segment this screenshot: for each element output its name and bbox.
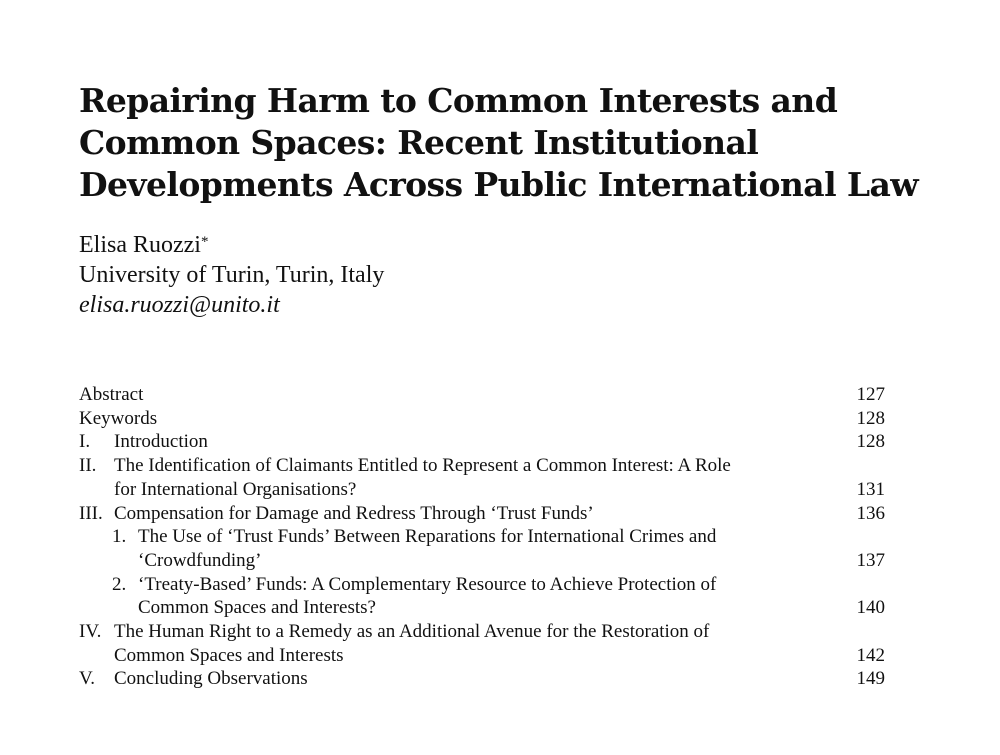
author-name: Elisa Ruozzi bbox=[79, 232, 201, 258]
toc-section-number: I. bbox=[79, 431, 91, 453]
title-line: Common Spaces: Recent Institutional bbox=[79, 123, 759, 162]
toc-entry-label: Abstract bbox=[79, 384, 144, 405]
toc-entry-section-2[interactable] bbox=[79, 454, 885, 478]
toc-page-number: 142 bbox=[856, 644, 885, 666]
toc-entry-label: The Use of ‘Trust Funds’ Between Reparations for International Crimes and bbox=[138, 526, 717, 548]
toc-section-number: 1. bbox=[112, 526, 127, 548]
article-title bbox=[79, 80, 939, 206]
toc-page-number: 137 bbox=[856, 549, 885, 571]
toc-entry-section-3-1-continued[interactable] bbox=[79, 549, 885, 573]
toc-entry-label: The Human Right to a Remedy as an Additional Avenue for the Restoration of bbox=[114, 621, 710, 643]
toc-entry-label: Concluding Observations bbox=[114, 668, 308, 690]
toc-entry-section-4[interactable] bbox=[79, 620, 885, 644]
toc-page-number: 127 bbox=[856, 384, 885, 405]
toc-page-number: 128 bbox=[856, 431, 885, 453]
toc-page-number: 136 bbox=[856, 502, 885, 524]
author-name-line bbox=[79, 230, 384, 260]
toc-section-number: IV. bbox=[79, 621, 102, 643]
toc-entry-label: Introduction bbox=[114, 431, 208, 453]
toc-entry-section-2-continued[interactable] bbox=[79, 478, 885, 502]
toc-entry-section-1[interactable] bbox=[79, 430, 885, 454]
toc-section-number: V. bbox=[79, 668, 96, 690]
toc-entry-section-3-1[interactable] bbox=[79, 525, 885, 549]
toc-page-number: 131 bbox=[856, 478, 885, 500]
toc-entry-label: Common Spaces and Interests? bbox=[138, 597, 376, 619]
author-affiliation: University of Turin, Turin, Italy bbox=[79, 262, 385, 288]
toc-entry-section-3-2[interactable] bbox=[79, 573, 885, 597]
author-email[interactable]: elisa.ruozzi@unito.it bbox=[79, 292, 280, 318]
toc-entry-keywords[interactable] bbox=[79, 407, 885, 431]
toc-entry-abstract[interactable] bbox=[79, 383, 885, 407]
toc-entry-label: for International Organisations? bbox=[114, 478, 357, 500]
title-line: Repairing Harm to Common Interests and bbox=[79, 81, 838, 120]
toc-page-number: 128 bbox=[856, 407, 885, 429]
toc-entry-label: Keywords bbox=[79, 407, 158, 429]
toc-section-number: III. bbox=[79, 502, 103, 524]
toc-entry-label: Common Spaces and Interests bbox=[114, 644, 344, 666]
toc-page-number: 140 bbox=[856, 597, 885, 619]
toc-entry-section-3[interactable] bbox=[79, 502, 885, 526]
toc-entry-section-3-2-continued[interactable] bbox=[79, 596, 885, 620]
toc-entry-label: ‘Crowdfunding’ bbox=[138, 549, 262, 571]
author-block bbox=[79, 230, 384, 320]
toc-section-number: II. bbox=[79, 455, 97, 477]
toc-section-number: 2. bbox=[112, 573, 127, 595]
table-of-contents bbox=[79, 383, 885, 691]
author-footnote-mark[interactable]: * bbox=[200, 234, 209, 250]
toc-page-number: 149 bbox=[856, 668, 885, 690]
toc-entry-label: ‘Treaty-Based’ Funds: A Complementary Resource to Achieve Protection of bbox=[138, 573, 717, 595]
toc-entry-label: The Identification of Claimants Entitled to Represent a Common Interest: A Role bbox=[114, 455, 731, 477]
toc-entry-section-5[interactable] bbox=[79, 667, 885, 691]
toc-entry-section-4-continued[interactable] bbox=[79, 644, 885, 668]
title-line: Developments Across Public International Law bbox=[79, 165, 919, 204]
toc-entry-label: Compensation for Damage and Redress Through ‘Trust Funds’ bbox=[114, 502, 594, 524]
